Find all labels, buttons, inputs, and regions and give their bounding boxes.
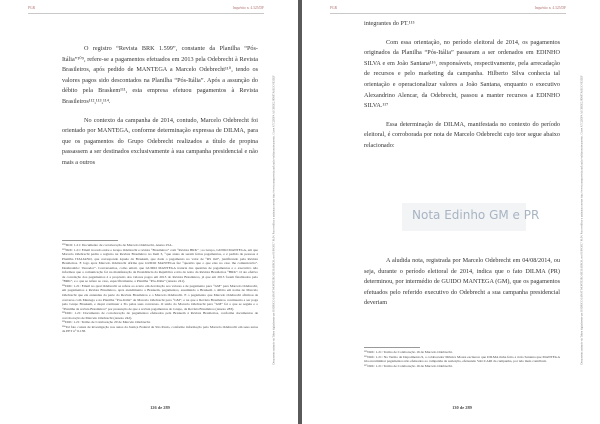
footnote: ¹¹³DOC 1.21: Termo de Colaboração 20 de Marcelo Odebrecht.	[62, 320, 151, 325]
paragraph: No contexto da campanha de 2014, contudo, Marcelo Odebrecht foi orientado por MANTEGA, conforme determinação expressa de DILMA, para que os pagamentos do Grupo Odebrecht realizados a título de propina passassem a ser destinados exclusivamente à sua campanha presidencial e não mais a outros	[62, 116, 258, 166]
body-text-continued	[364, 256, 560, 309]
page-header	[330, 6, 566, 10]
footnote: ¹⁰⁹DOC 1.21: Documento de corroboração de Marcelo Odebrecht, Anexo 25A.	[62, 243, 173, 247]
nota-image	[402, 203, 540, 231]
footnote: ¹¹⁰DOC 1.21: Email trocado entre o Grupo Odebrecht e revista “Brasileiros” com “Revista BRK” ; ao Grupo, GUIDO MANTEGA, em que Marcelo Odebrecht pediu o registro na Revista Brasileiros no Item 3, “que antes de serem feitos pagamentos, e é pedido de pessoas à Planilha ITALIANO, que corresponde àquele da Braskem, que dada o pagamento no valor de “RS mil”, justificando pela Revista Brasileiros. E logo após Marcelo Odebrecht afirma que GUIDO MANTEGA fez “questão que o que eles no caso lhe comunicarão”. Destinatário: Vereador”. Conversamos, como email, que GUIDO MANTEGA trataria das questões de pagamentos e o executivo não informou que a comunicação foi na manifestação da Presidência da República e não do texto da Revista Brasileiros “BRK”. O ato efetivo de correlação dos pagamentos é a propósito dos valores pagos em 2013 do Revista Brasileiros, já que em 2013 foram finalizados pelo “BRK”, e o que se refere ao caso, especificamente, a Planilha “Pós-Itália” (Anexo 241).	[62, 247, 258, 284]
footnotes	[62, 240, 258, 334]
document-page-right	[302, 0, 600, 424]
paragraph: O registro “Revista BRK 1.599”, constante da Planilha “Pós-Itália”¹⁰⁹, refere-se a pagamentos efetuados em 2013 pela Odebrecht à Revista Brasileiros, após pedido de MANTEGA a Marcelo Odebrecht¹¹⁰, tendo os valores pagos sido descontados na Planilha “Pós-Itália”. Após a assunção do débito pela Braskem¹¹¹, esta empresa efetuou pagamentos à Revista Brasileiros¹¹²,¹¹³,¹¹⁴.	[62, 45, 258, 105]
page-header	[28, 6, 264, 10]
footnote: ¹¹⁴Tal fato consta de investigação nos autos da Justiça Federal de São Paulo, conforme informação pelo Marcelo Odebrecht em seus autos da PET n° 6.138.	[62, 324, 258, 334]
header-divider	[28, 13, 264, 14]
header-org: PGR	[28, 6, 35, 10]
footnote-divider	[364, 347, 420, 348]
body-text	[62, 44, 258, 169]
document-page-left	[0, 0, 298, 424]
paragraph: A aludida nota, registrada por Marcelo Odebrecht em 04/08/2014, ou seja, durante o período eleitoral de 2014, indica que o fato DILMA (PR) determinou, por intermédio de GUIDO MANTEGA (GM), que os pagamentos efetuados pelo referido executivo do Odebrecht a sua campanha presidencial deveriam	[364, 257, 560, 307]
footnote: ¹¹⁵DOC 1.21: Termo de Colaboração 16 de Marcelo Odebrecht.	[364, 350, 453, 354]
footnotes	[364, 347, 560, 368]
signature-text: Documento assinado via Token digitalmente por RODRIGO JANOT MONTEIRO DE BARROS, em 01/09/2017 18:54. Para verificar a assinatura acesse http://www.transparencia.mpf.mp.br/validacaodocumento. Chave A7C2D5F4.A1C6B3E2.9D8F7A6B.5C4E3D2F	[580, 75, 584, 365]
footnote: ¹¹⁶DOC 1.21: No Termo de Depoimento 9, o colaborador Mônica Moura esclarece que DILMA tinha feito a João Santana que MANTEGA iria encaminhar pagamentos não efetuados ao campanha da reeleição, efetuando VACCARI da campanha, por não mais contribuir.	[364, 354, 560, 364]
header-case: Inquérito n. 4.325/DF	[534, 6, 566, 10]
header-case: Inquérito n. 4.325/DF	[232, 6, 264, 10]
header-divider	[330, 13, 566, 14]
nota-image-text: Nota Edinho GM e PR	[412, 208, 540, 222]
paragraph: Com essa orientação, no período eleitoral de 2014, os pagamentos originados da Planilha “Pós-Itália” passaram a ser ordenados em EDINHO SILVA e em João Santana¹¹⁶, responsáveis, respectivamente, pela arrecadação de recursos e pelo marketing da campanha. Hilberto Silva conhecia tal orientação e operacionalizar valores a João Santana, enquanto o executivo Alexandrino Alencar, da Odebrecht, passou a manter recursos a EDINHO SILVA.¹¹⁷	[364, 38, 560, 110]
signature-text: Documento assinado via Token digitalmente por RODRIGO JANOT MONTEIRO DE BARROS, em 01/09/2017 18:54. Para verificar a assinatura acesse http://www.transparencia.mpf.mp.br/validacaodocumento. Chave A7C2D5F4.A1C6B3E2.9D8F7A6B.5C4E3D2F	[272, 75, 276, 365]
header-org: PGR	[330, 6, 337, 10]
signature-side-text	[574, 30, 590, 410]
paragraph: Essa determinação de DILMA, manifestada no contexto do período eleitoral, é corroborada por nota de Marcelo Odebrecht cujo teor segue abaixo relacionado:	[364, 120, 560, 149]
footnote: ¹¹²DOC 1.21: Documento de corroboração de pagamentos efetuados pela Braskem à Revista Brasileiros, conforme documentos de corroboração de Marcelo Odebrecht (Anexo 242).	[62, 311, 258, 320]
page-number: 130 de 289	[452, 405, 472, 410]
signature-side-text	[266, 30, 282, 410]
paragraph: integrantes do PT.¹¹⁵	[364, 20, 415, 27]
page-number: 126 de 289	[150, 405, 170, 410]
body-text	[364, 19, 560, 152]
footnote-divider	[62, 240, 118, 241]
footnote: ¹¹⁷DOC 1.21: Termo de Colaboração 16 de Marcelo Odebrecht.	[364, 363, 453, 368]
footnote: ¹¹¹DOC 1.21: Email no qual Odebrecht se refere ao acerto em devolução aos valores e de pagamento para “GM” para Marcelo Odebrecht, em pagamentos a Revista Brasileiros, após atendimento a Braskem, pagamentos, assumindo a Braskem o débito em nome de Marcelo Odebrecht que ele entendeu da parte do Revista Brasileiros e o Marcelo Odebrecht. E o pagamento que Marcelo Odebrecht afirmou da conversa com Mantega e na Planilha “Pós-Itália” de Marcelo Odebrecht para “GM”, e na que a Revista Brasileiros continuaria a ser paga pelo Grupo Braskem, e daqui continuar a 3G pelas suas conversas. O saldo do Marcelo Odebrecht para “GM” foi o que se seguiu e o “Planilha da revista Brasileiros” por presunção de que a revista pagamentos do Grupo, da Revista Brasileiros (Anexo 283).	[62, 283, 258, 311]
